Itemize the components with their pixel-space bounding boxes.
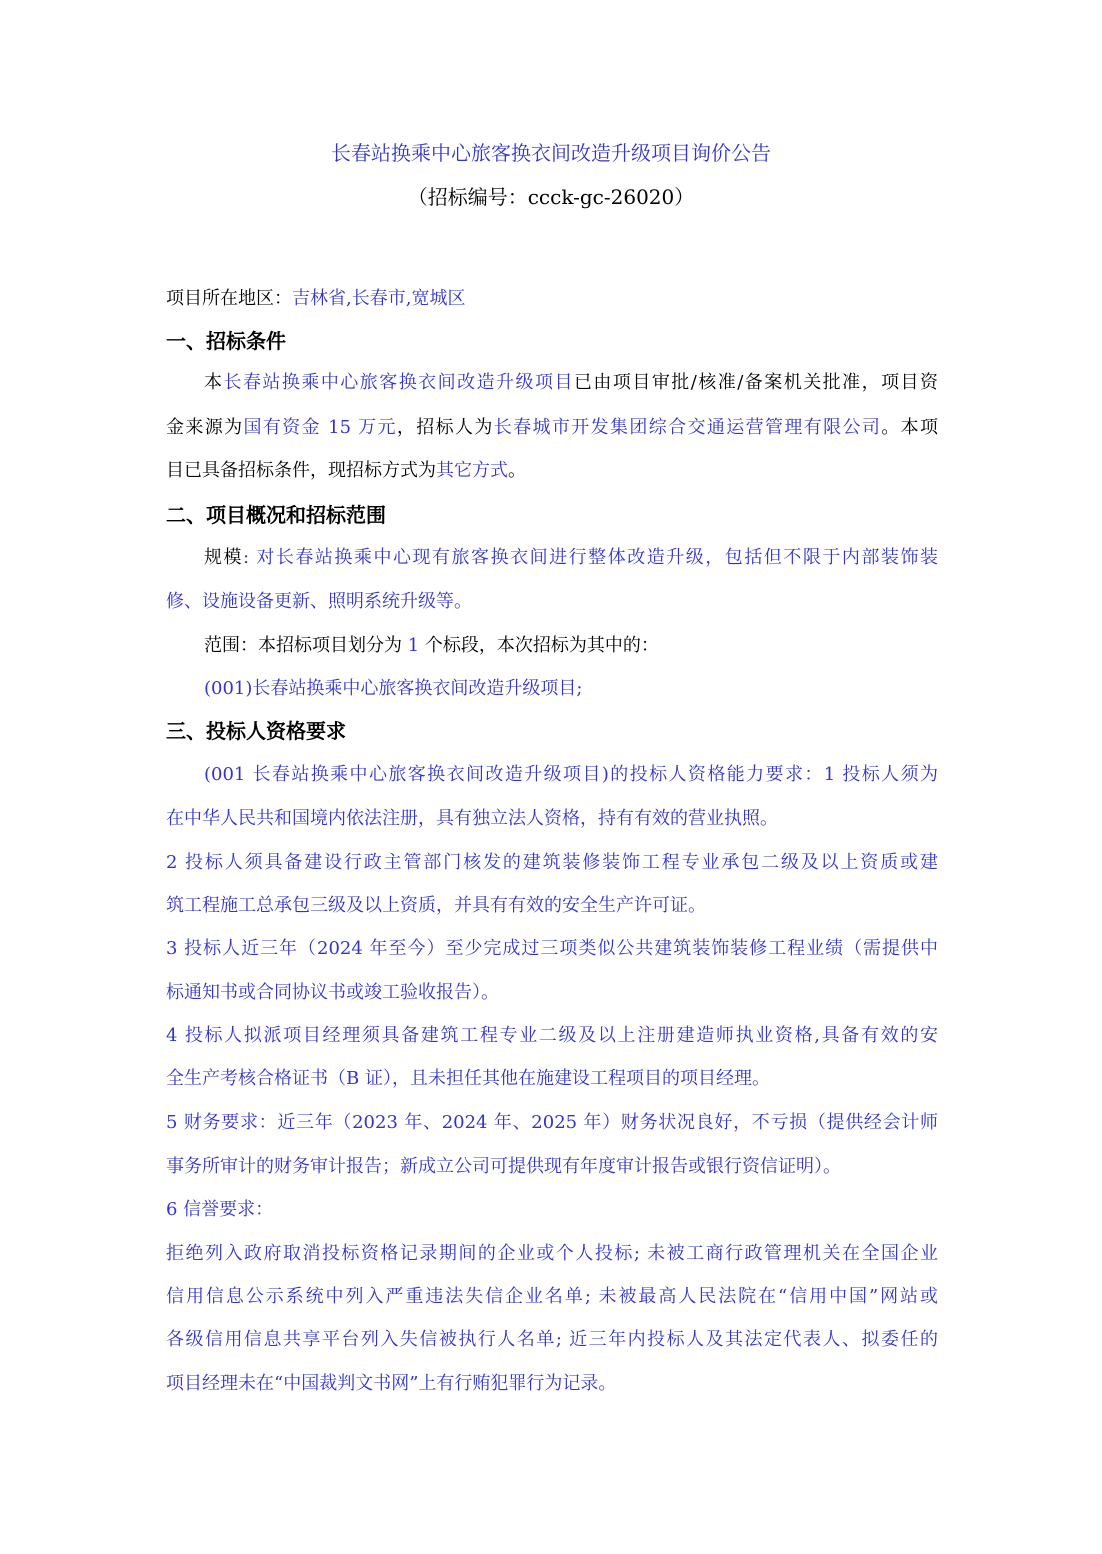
s1-text: 。 — [508, 460, 526, 481]
qual-line: 4 投标人拟派项目经理须具备建筑工程专业二级及以上注册建造师执业资格,具备有效的安 — [166, 1025, 938, 1046]
tender-code: （招标编号：ccck-gc-26020） — [407, 185, 695, 209]
tender-method: 其它方式 — [436, 460, 508, 481]
scale-line-1 — [204, 545, 938, 571]
document-title: 长春站换乘中心旅客换衣间改造升级项目询价公告 — [331, 141, 771, 165]
qual-line: 全生产考核合格证书（B 证），且未担任其他在施建设工程项目的项目经理。 — [166, 1068, 770, 1089]
qual-line: 各级信用信息共享平台列入失信被执行人名单; 近三年内投标人及其法定代表人、拟委任的 — [166, 1329, 938, 1350]
project-region-line — [166, 286, 938, 312]
tenderer-name: 长春城市开发集团综合交通运营管理有限公司 — [493, 417, 882, 438]
s1-text: ，招标人为 — [396, 417, 494, 438]
s1-text: 已由项目审批/核准/备案机关批准，项目资 — [573, 372, 939, 393]
section-3-heading: 三、投标人资格要求 — [166, 719, 346, 743]
qual-line: 信用信息公示系统中列入严重违法失信企业名单; 未被最高人民法院在“信用中国”网站或 — [166, 1286, 938, 1307]
range-text: 范围：本招标项目划分为 — [204, 635, 402, 656]
scale-line-2: 修、设施设备更新、照明系统升级等。 — [166, 591, 472, 612]
s1-text: 。本项 — [881, 417, 939, 438]
range-line — [204, 633, 938, 659]
project-name: 长春站换乘中心旅客换衣间改造升级项目 — [223, 372, 574, 393]
s1-line-1 — [204, 370, 938, 396]
lot-item: (001)长春站换乘中心旅客换衣间改造升级项目; — [204, 678, 583, 699]
s1-text: 本 — [204, 372, 224, 393]
qual-line: 事务所审计的财务审计报告；新成立公司可提供现有年度审计报告或银行资信证明）。 — [166, 1156, 841, 1177]
qual-line: 标通知书或合同协议书或竣工验收报告）。 — [166, 982, 499, 1003]
region-label: 项目所在地区： — [166, 288, 292, 309]
qual-line: 2 投标人须具备建设行政主管部门核发的建筑装修装饰工程专业承包二级及以上资质或建 — [166, 852, 938, 873]
region-value: 吉林省,长春市,宽城区 — [292, 288, 466, 309]
qual-line: 筑工程施工总承包三级及以上资质，并具有有效的安全生产许可证。 — [166, 895, 706, 916]
lot-count: 1 — [407, 635, 420, 656]
s1-line-2 — [166, 415, 938, 441]
qual-line: (001 长春站换乘中心旅客换衣间改造升级项目)的投标人资格能力要求：1 投标人须为 — [204, 764, 938, 785]
range-text: 个标段，本次招标为其中的： — [424, 635, 659, 656]
qual-line: 项目经理未在“中国裁判文书网”上有行贿犯罪行为记录。 — [166, 1373, 617, 1394]
s1-text: 目已具备招标条件，现招标方式为 — [166, 460, 436, 481]
qual-line: 在中华人民共和国境内依法注册，具有独立法人资格，持有有效的营业执照。 — [166, 808, 778, 829]
qual-line: 5 财务要求：近三年（2023 年、2024 年、2025 年）财务状况良好，不亏损（提供经会计师 — [166, 1112, 938, 1133]
scale-label: 规模 — [204, 547, 244, 568]
section-1-heading: 一、招标条件 — [166, 329, 286, 353]
scale-text: : 对长春站换乘中心现有旅客换衣间进行整体改造升级，包括但不限于内部装饰装 — [243, 547, 938, 568]
section-2-heading: 二、项目概况和招标范围 — [166, 503, 386, 527]
qual-line: 拒绝列入政府取消投标资格记录期间的企业或个人投标; 未被工商行政管理机关在全国企业 — [166, 1243, 938, 1264]
qual-line: 6 信誉要求： — [166, 1199, 274, 1220]
fund-source: 国有资金 15 万元 — [243, 417, 397, 438]
s1-line-3 — [166, 458, 938, 484]
qual-line: 3 投标人近三年（2024 年至今）至少完成过三项类似公共建筑装饰装修工程业绩（需提供中 — [166, 938, 938, 959]
s1-text: 金来源为 — [166, 417, 244, 438]
